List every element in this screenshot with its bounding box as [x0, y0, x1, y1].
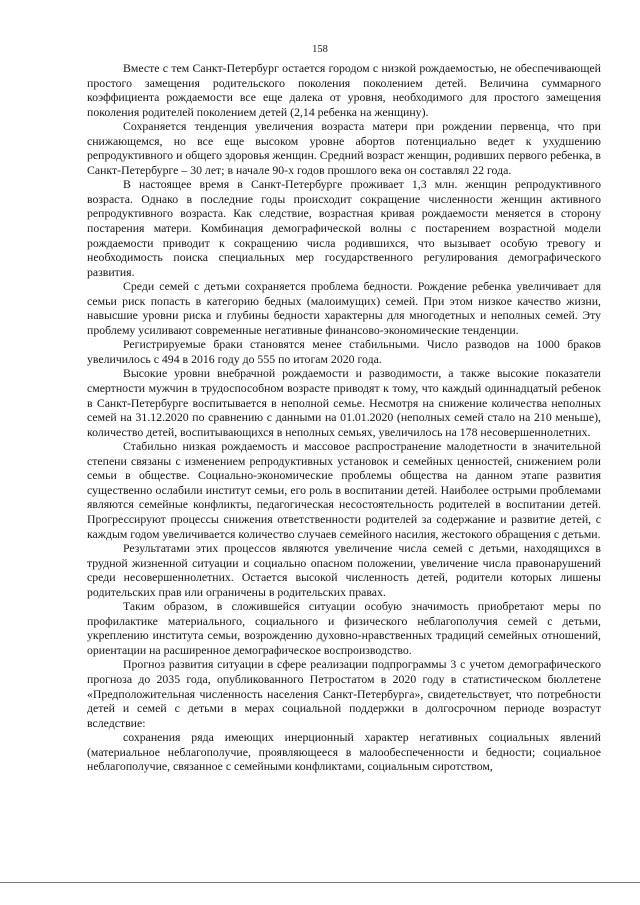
paragraph-consequences: Результатами этих процессов являются увеличение числа семей с детьми, находящихся в трудной жизненной ситуации и социально опасном положении, увеличение числа правонарушений среди несовершеннолетних. Остается высокой численность детей, родители которых лишены родительских прав или ограничены в родительских правах. [87, 541, 601, 599]
paragraph-forecast: Прогноз развития ситуации в сфере реализации подпрограммы 3 с учетом демографического прогноза до 2035 года, опубликованного Петростатом в 2020 году в статистическом бюллетене «Предположительная численность населения Санкт-Петербурга», свидетельствует, что потребности детей и семей с детьми в мерах социальной поддержки в долгосрочном периоде возрастут вследствие: [87, 657, 601, 730]
paragraph-divorces: Регистрируемые браки становятся менее стабильными. Число разводов на 1000 браков увеличилось с 494 в 2016 году до 555 по итогам 2020 года. [87, 337, 601, 366]
paragraph-poverty: Среди семей с детьми сохраняется проблема бедности. Рождение ребенка увеличивает для семьи риск попасть в категорию бедных (малоимущих) семей. При этом низкое качество жизни, навысшие уровни риска и глубины бедности характерны для многодетных и неполных семей. Эту проблему усиливают современные негативные финансово-экономические тенденции. [87, 279, 601, 337]
paragraph-mother-age: Сохраняется тенденция увеличения возраста матери при рождении первенца, что при снижающемся, но все еще высоком уровне абортов потенциально ведет к ухудшению репродуктивного и общего здоровья женщин. Средний возраст женщин, родивших первого ребенка, в Санкт-Петербурге – 30 лет; в начале 90-х годов прошлого века он составлял 22 года. [87, 119, 601, 177]
page-number: 158 [312, 44, 328, 55]
bottom-divider [0, 882, 640, 883]
paragraph-low-birth-rate: Вместе с тем Санкт-Петербург остается городом с низкой рождаемостью, не обеспечивающей простого замещения родительского поколения поколением детей. Величина суммарного коэффициента рождаемости все еще далека от уровня, необходимого для простого замещения поколения родителей поколением детей (2,14 ребенка на женщину). [87, 61, 601, 119]
paragraph-conclusion: Таким образом, в сложившейся ситуации особую значимость приобретают меры по профилактике материального, социального и физического неблагополучия семей с детьми, укреплению института семьи, возрождению духовно-нравственных традиций семейных отношений, ориентации на расширенное демографическое воспроизводство. [87, 599, 601, 657]
paragraph-family-values: Стабильно низкая рождаемость и массовое распространение малодетности в значительной степени связаны с изменением репродуктивных установок и семейных ценностей, снижением роли семьи в обществе. Социально-экономические проблемы общества на данном этапе развития существенно ослабили институт семьи, его роль в воспитании детей. Наиболее острыми проблемами являются семейные конфликты, педагогическая несостоятельность родителей в воспитании детей. Прогрессируют процессы снижения ответственности родителей за содержание и развитие детей, с каждым годом увеличивается количество случаев семейного насилия, жестокого обращения с детьми. [87, 439, 601, 541]
paragraph-reproductive-women: В настоящее время в Санкт-Петербурге проживает 1,3 млн. женщин репродуктивного возраста. Однако в последние годы происходит сокращение численности женщин активного репродуктивного возраста. Как следствие, возрастная кривая рождаемости меняется в сторону постарения матери. Комбинация демографической волны с постарением возрастной модели рождаемости приводит к сокращению числа родившихся, что вызывает особую тревогу и необходимость поиска специальных мер государственного регулирования демографического развития. [87, 177, 601, 279]
page-body [87, 61, 601, 774]
paragraph-single-parent-families: Высокие уровни внебрачной рождаемости и разводимости, а также высокие показатели смертности мужчин в трудоспособном возрасте приводят к тому, что каждый одиннадцатый ребенок в Санкт-Петербурге воспитывается в неполной семье. Несмотря на снижение количества неполных семей на 31.12.2020 по сравнению с данными на 01.01.2020 (неполных семей стало на 210 меньше), количество детей, воспитывающихся в неполных семьях, увеличилось на 178 несовершеннолетних. [87, 366, 601, 439]
paragraph-negative-phenomena: сохранения ряда имеющих инерционный характер негативных социальных явлений (материальное неблагополучие, проявляющееся в малообеспеченности и бедности; социальное неблагополучие, связанное с семейными конфликтами, социальным сиротством, [87, 730, 601, 774]
